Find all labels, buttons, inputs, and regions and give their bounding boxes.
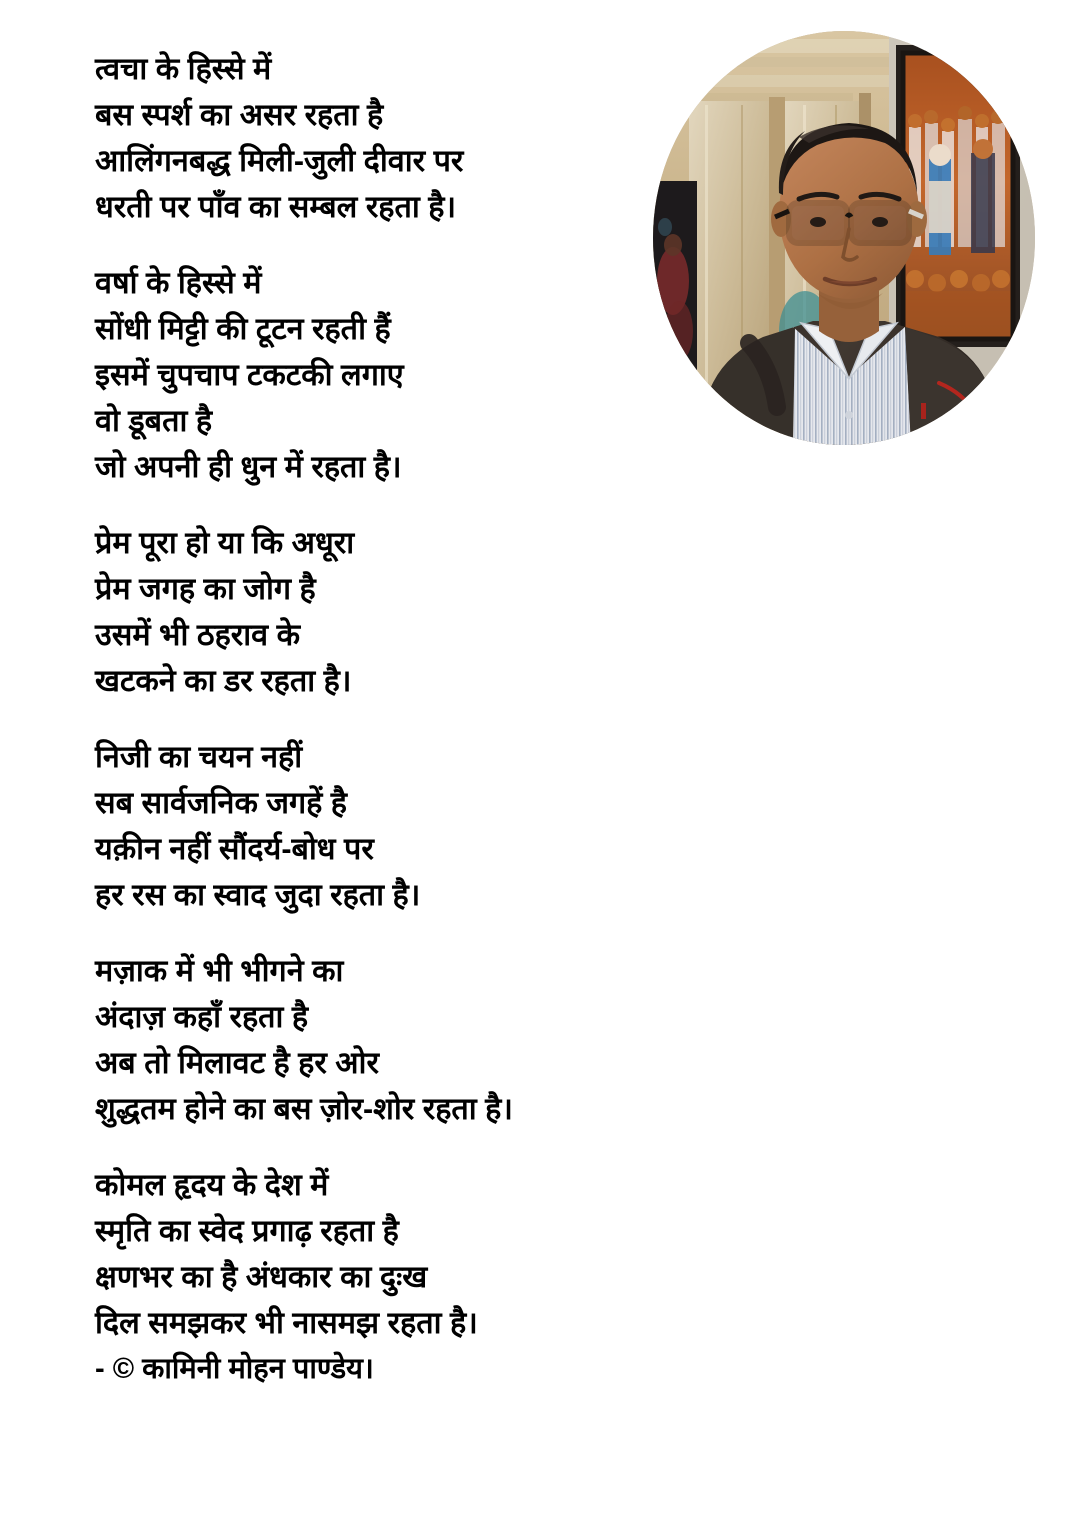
poem-line: निजी का चयन नहीं — [95, 740, 303, 774]
stanza-1 — [95, 46, 655, 230]
poem-line: बस स्पर्श का असर रहता है — [95, 98, 384, 132]
author-photo-circle — [653, 31, 1035, 445]
poem-line: वो डूबता है — [95, 404, 213, 438]
poem-line: धरती पर पाँव का सम्बल रहता है। — [95, 190, 456, 224]
poem-line: हर रस का स्वाद जुदा रहता है। — [95, 878, 421, 912]
poem-line: शुद्धतम होने का बस ज़ोर-शोर रहता है। — [95, 1092, 513, 1126]
poem-line: अब तो मिलावट है हर ओर — [95, 1046, 379, 1080]
stanza-4 — [95, 734, 655, 918]
poem-line: सोंधी मिट्टी की टूटन रहती हैं — [95, 312, 391, 346]
poem-line: दिल समझकर भी नासमझ रहता है। — [95, 1306, 478, 1340]
poem-line: खटकने का डर रहता है। — [95, 664, 352, 698]
stanza-6 — [95, 1162, 655, 1392]
poem-line: जो अपनी ही धुन में रहता है। — [95, 450, 402, 484]
stanza-3 — [95, 520, 655, 704]
poem-line: प्रेम पूरा हो या कि अधूरा — [95, 526, 355, 560]
poem-line: वर्षा के हिस्से में — [95, 266, 262, 300]
poem-line: उसमें भी ठहराव के — [95, 618, 301, 652]
poem-line: स्मृति का स्वेद प्रगाढ़ रहता है — [95, 1214, 399, 1248]
poem-line: इसमें चुपचाप टकटकी लगाए — [95, 358, 404, 392]
stanza-5 — [95, 948, 655, 1132]
poem-line: प्रेम जगह का जोग है — [95, 572, 316, 606]
poem-line: आलिंगनबद्ध मिली-जुली दीवार पर — [95, 144, 464, 178]
poem-line: त्वचा के हिस्से में — [95, 52, 272, 86]
poem-line: कोमल हृदय के देश में — [95, 1168, 329, 1202]
author-portrait-illustration — [653, 31, 1035, 445]
poem-line: अंदाज़ कहाँ रहता है — [95, 1000, 309, 1034]
poem-line: सब सार्वजनिक जगहें है — [95, 786, 348, 820]
author-photo — [653, 31, 1035, 445]
stanza-2 — [95, 260, 655, 490]
poem-line: मज़ाक में भी भीगने का — [95, 954, 344, 988]
poem-line: यक़ीन नहीं सौंदर्य-बोध पर — [95, 832, 374, 866]
poem-body — [95, 46, 655, 1392]
author-credit: - © कामिनी मोहन पाण्डेय। — [95, 1353, 374, 1385]
poem-line: क्षणभर का है अंधकार का दुःख — [95, 1260, 428, 1294]
